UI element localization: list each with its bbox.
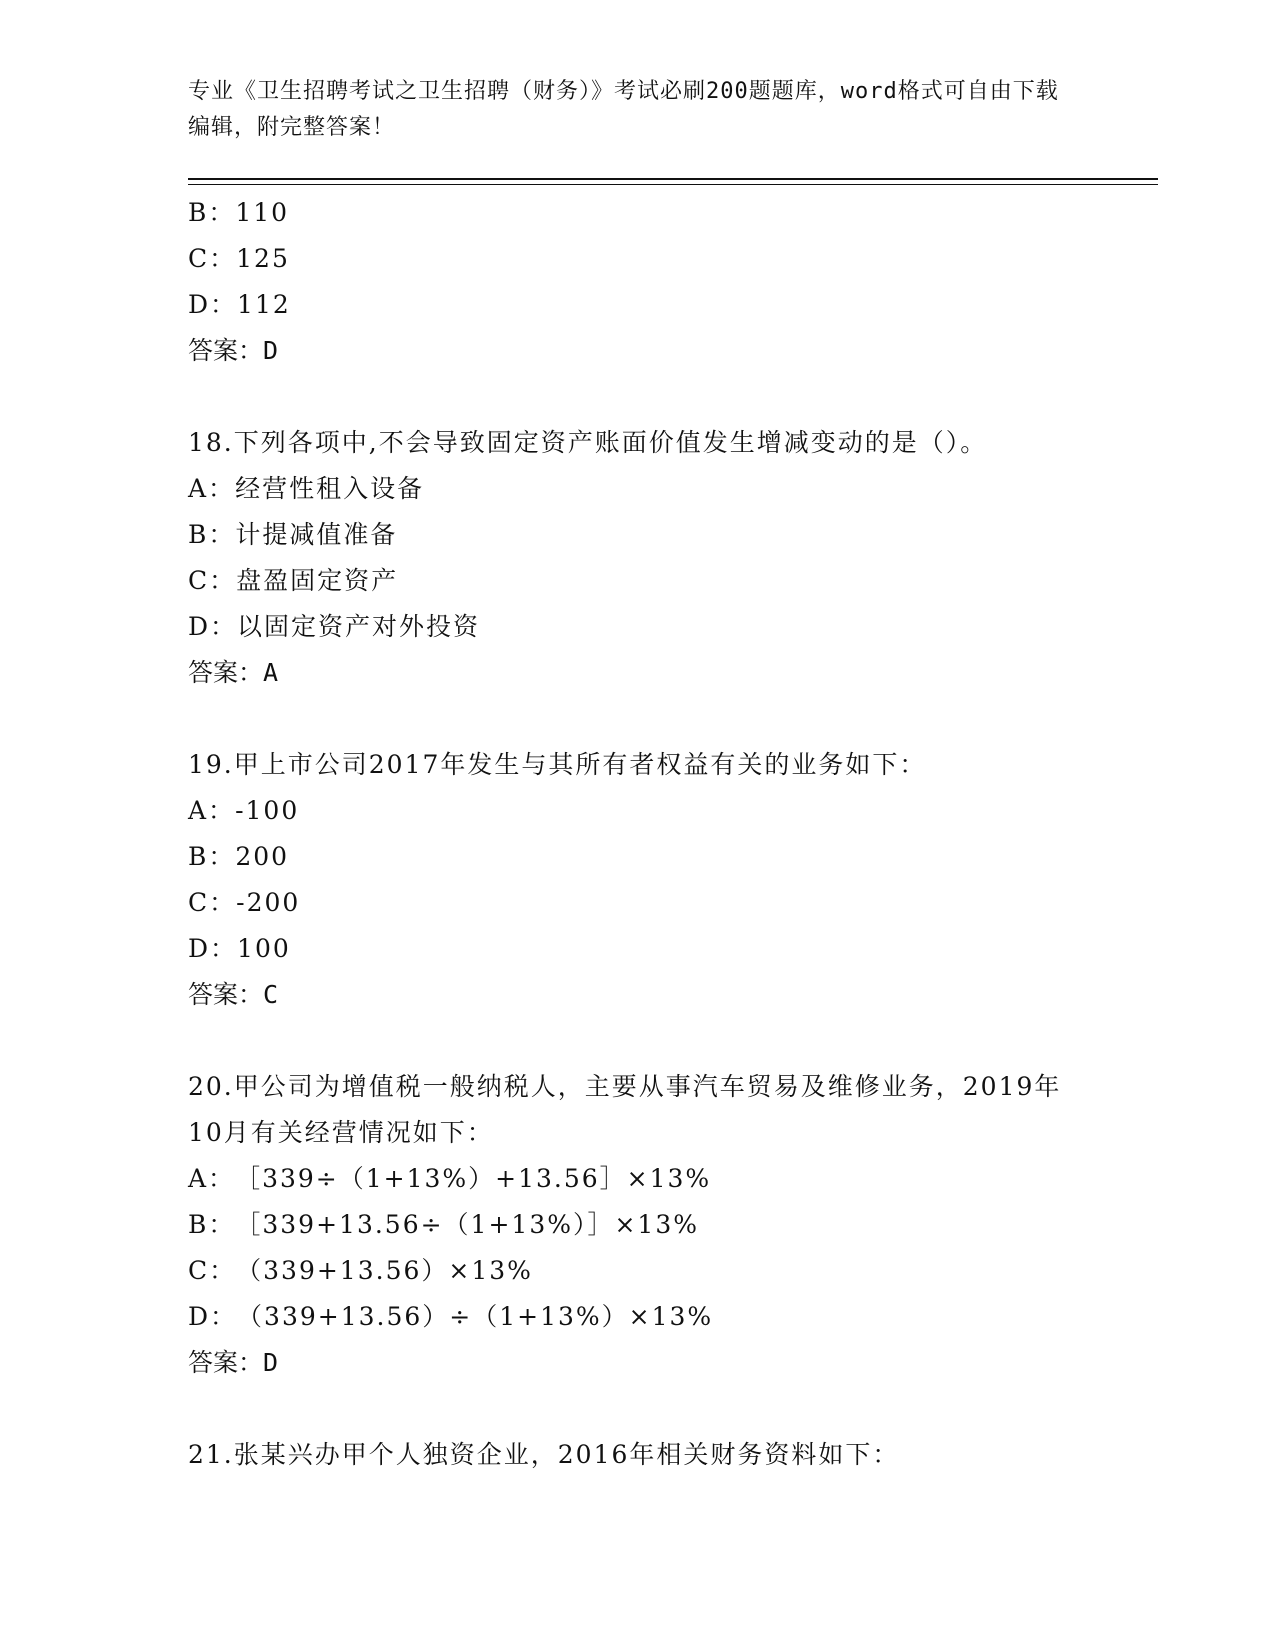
question-text: 19.甲上市公司2017年发生与其所有者权益有关的业务如下：	[188, 750, 927, 779]
option-text: ［339÷（1+13%）+13.56］×13%	[235, 1164, 712, 1193]
option-label: A：	[188, 474, 236, 503]
option-label: A：	[188, 796, 236, 825]
spacer	[188, 1018, 1088, 1064]
option-label: B：	[188, 842, 236, 871]
answer-value: D	[263, 336, 279, 365]
option-text: 200	[235, 842, 290, 871]
option-label: A：	[188, 1164, 236, 1193]
option-label: C：	[188, 566, 237, 595]
option-label: B：	[188, 520, 236, 549]
answer-label: 答案：	[188, 980, 264, 1009]
answer-line	[188, 328, 1088, 374]
question-block-19	[188, 742, 1088, 1018]
answer-label: 答案：	[188, 658, 264, 687]
option-c	[188, 880, 1088, 926]
option-text: 盘盈固定资产	[236, 566, 399, 595]
option-text: -100	[235, 796, 300, 825]
header-rule-thick	[188, 178, 1158, 180]
option-d	[188, 926, 1088, 972]
option-text: 110	[235, 198, 290, 227]
answer-value: C	[263, 980, 279, 1009]
option-text: -200	[236, 888, 301, 917]
option-text: ［339+13.56÷（1+13%）］×13%	[235, 1210, 699, 1239]
option-label: B：	[188, 1210, 236, 1239]
option-d	[188, 604, 1088, 650]
option-label: C：	[188, 888, 237, 917]
question-text: 18.下列各项中,不会导致固定资产账面价值发生增减变动的是（）。	[188, 428, 988, 457]
answer-label: 答案：	[188, 336, 264, 365]
option-text: 计提减值准备	[235, 520, 398, 549]
answer-line	[188, 1340, 1088, 1386]
option-text: 125	[236, 244, 290, 273]
question-block-17	[188, 190, 1088, 374]
option-a	[188, 466, 1088, 512]
option-text: 100	[237, 934, 291, 963]
option-text: 以固定资产对外投资	[237, 612, 481, 641]
answer-line	[188, 972, 1088, 1018]
question-text: 21.张某兴办甲个人独资企业，2016年相关财务资料如下：	[188, 1440, 900, 1469]
option-a	[188, 1156, 1088, 1202]
spacer	[188, 374, 1088, 420]
answer-value: D	[263, 1348, 279, 1377]
answer-line	[188, 650, 1088, 696]
option-a	[188, 788, 1088, 834]
option-label: D：	[188, 612, 238, 641]
option-d	[188, 282, 1088, 328]
option-b	[188, 834, 1088, 880]
question-block-18	[188, 420, 1088, 696]
option-text: （339+13.56）×13%	[236, 1256, 533, 1285]
option-b	[188, 512, 1088, 558]
option-label: D：	[188, 934, 238, 963]
spacer	[188, 1386, 1088, 1432]
question-block-21	[188, 1432, 1088, 1478]
question-block-20	[188, 1064, 1088, 1386]
option-label: D：	[188, 1302, 238, 1331]
option-d	[188, 1294, 1088, 1340]
answer-value: A	[263, 658, 279, 687]
option-c	[188, 558, 1088, 604]
option-text: 经营性租入设备	[235, 474, 425, 503]
question-list	[188, 190, 1088, 1478]
option-b	[188, 190, 1088, 236]
option-label: D：	[188, 290, 238, 319]
option-b	[188, 1202, 1088, 1248]
option-label: B：	[188, 198, 236, 227]
option-c	[188, 1248, 1088, 1294]
option-text: （339+13.56）÷（1+13%）×13%	[237, 1302, 714, 1331]
option-c	[188, 236, 1088, 282]
document-header: 专业《卫生招聘考试之卫生招聘（财务）》考试必刷200题题库，word格式可自由下载编辑，附完整答案！	[188, 79, 1059, 140]
option-label: C：	[188, 1256, 237, 1285]
question-text: 20.甲公司为增值税一般纳税人，主要从事汽车贸易及维修业务，2019年10月有关经营情况如下：	[188, 1072, 1062, 1147]
spacer	[188, 696, 1088, 742]
option-text: 112	[237, 290, 291, 319]
option-label: C：	[188, 244, 237, 273]
answer-label: 答案：	[188, 1348, 264, 1377]
header-rule-thin	[188, 184, 1158, 185]
